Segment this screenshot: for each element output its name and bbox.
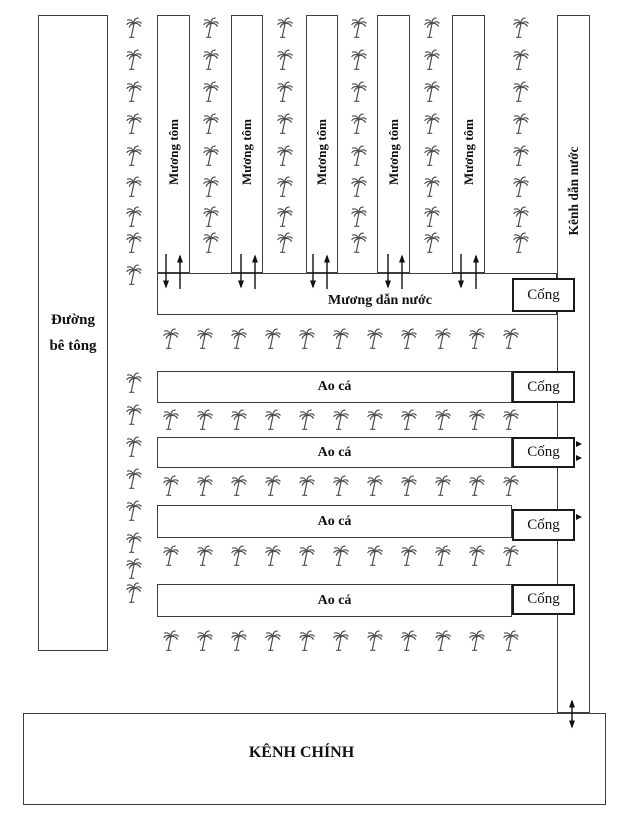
palm-tree-icon (435, 630, 451, 652)
palm-tree-icon (513, 49, 529, 71)
palm-tree-icon (126, 532, 142, 554)
palm-tree-icon (126, 404, 142, 426)
shrimp-channel-label: Mương tôm (314, 118, 329, 185)
palm-tree-icon (231, 545, 247, 567)
palm-tree-icon (513, 232, 529, 254)
palm-tree-icon (351, 145, 367, 167)
sluice-gate-box-3 (512, 437, 575, 468)
palm-tree-icon (163, 545, 179, 567)
water-distribution-channel-label: Mương dẫn nước (328, 292, 432, 308)
palm-tree-icon (351, 232, 367, 254)
sluice-gate-box-2 (512, 371, 575, 403)
palm-tree-icon (401, 630, 417, 652)
shrimp-channel-box-3 (306, 15, 338, 273)
fish-pond-box-3 (157, 505, 512, 538)
shrimp-channel-label: Mương tôm (460, 118, 476, 185)
palm-tree-icon (469, 630, 485, 652)
palm-tree-icon (424, 206, 440, 228)
palm-tree-icon (469, 409, 485, 431)
palm-tree-icon (469, 545, 485, 567)
palm-tree-icon (299, 328, 315, 350)
palm-tree-icon (367, 630, 383, 652)
palm-tree-icon (351, 113, 367, 135)
palm-tree-icon (203, 113, 219, 135)
palm-tree-icon (299, 409, 315, 431)
palm-tree-icon (126, 264, 142, 286)
palm-tree-icon (435, 475, 451, 497)
palm-tree-icon (126, 582, 142, 604)
fish-pond-label: Ao cá (317, 444, 352, 460)
main-canal-label: KÊNH CHÍNH (248, 744, 355, 761)
fish-pond-box-1 (157, 371, 512, 403)
palm-tree-icon (351, 206, 367, 228)
road-label-line2: bê tông (49, 337, 97, 354)
palm-tree-icon (203, 232, 219, 254)
palm-tree-icon (367, 475, 383, 497)
sluice-gate-label: Cống (527, 516, 560, 533)
shrimp-channel-label: Mương tôm (239, 118, 254, 185)
palm-tree-icon (367, 328, 383, 350)
fish-pond-label: Ao cá (317, 592, 352, 608)
main-canal-box (23, 713, 606, 805)
palm-tree-icon (231, 328, 247, 350)
palm-tree-icon (299, 475, 315, 497)
palm-tree-icon (197, 545, 213, 567)
palm-tree-icon (333, 545, 349, 567)
palm-tree-icon (277, 113, 293, 135)
palm-tree-icon (203, 206, 219, 228)
sluice-gate-label: Cống (527, 286, 560, 303)
palm-tree-icon (503, 475, 519, 497)
palm-tree-icon (126, 145, 142, 167)
sluice-gate-box-4 (512, 509, 575, 541)
sluice-gate-box-5 (512, 584, 575, 615)
palm-tree-icon (203, 17, 219, 39)
palm-tree-icon (231, 475, 247, 497)
water-supply-canal-label: Kênh dẫn nước (565, 146, 581, 236)
palm-tree-icon (197, 630, 213, 652)
palm-tree-icon (126, 468, 142, 490)
palm-tree-icon (163, 630, 179, 652)
palm-tree-icon (265, 475, 281, 497)
palm-tree-icon (351, 176, 367, 198)
concrete-road-box (38, 15, 108, 651)
palm-tree-icon (513, 176, 529, 198)
palm-tree-icon (231, 409, 247, 431)
palm-tree-icon (513, 145, 529, 167)
palm-tree-icon (265, 545, 281, 567)
palm-tree-icon (299, 545, 315, 567)
palm-tree-icon (503, 328, 519, 350)
shrimp-channel-box-5 (452, 15, 485, 273)
palm-tree-icon (333, 409, 349, 431)
palm-tree-icon (469, 328, 485, 350)
palm-tree-icon (265, 409, 281, 431)
palm-tree-icon (126, 232, 142, 254)
palm-tree-icon (203, 81, 219, 103)
fish-pond-label: Ao cá (317, 379, 352, 394)
palm-tree-icon (503, 409, 519, 431)
palm-tree-icon (401, 545, 417, 567)
palm-tree-icon (265, 630, 281, 652)
palm-tree-icon (277, 232, 293, 254)
palm-tree-icon (126, 113, 142, 135)
fish-pond-box-4 (157, 584, 512, 617)
palm-tree-icon (401, 328, 417, 350)
shrimp-channel-box-2 (231, 15, 263, 273)
palm-tree-icon (277, 81, 293, 103)
palm-tree-icon (401, 475, 417, 497)
shrimp-channel-box-4 (377, 15, 410, 273)
sluice-gate-label: Cống (527, 591, 560, 607)
palm-tree-icon (351, 49, 367, 71)
palm-tree-icon (197, 475, 213, 497)
palm-tree-icon (333, 630, 349, 652)
palm-tree-icon (197, 409, 213, 431)
palm-tree-icon (163, 409, 179, 431)
palm-tree-icon (277, 145, 293, 167)
palm-tree-icon (424, 176, 440, 198)
palm-tree-icon (277, 17, 293, 39)
palm-tree-icon (126, 81, 142, 103)
palm-tree-icon (265, 328, 281, 350)
palm-tree-icon (333, 475, 349, 497)
palm-tree-icon (351, 17, 367, 39)
palm-tree-icon (367, 545, 383, 567)
palm-tree-icon (277, 206, 293, 228)
palm-tree-icon (424, 49, 440, 71)
palm-tree-icon (503, 630, 519, 652)
palm-tree-icon (424, 145, 440, 167)
palm-tree-icon (401, 409, 417, 431)
palm-tree-icon (126, 372, 142, 394)
water-distribution-channel-box (157, 273, 557, 315)
palm-tree-icon (424, 232, 440, 254)
palm-tree-icon (424, 113, 440, 135)
palm-tree-icon (126, 558, 142, 580)
palm-tree-icon (424, 81, 440, 103)
palm-tree-icon (435, 328, 451, 350)
palm-tree-icon (126, 500, 142, 522)
palm-tree-icon (231, 630, 247, 652)
palm-tree-icon (163, 475, 179, 497)
palm-tree-icon (126, 17, 142, 39)
palm-tree-icon (469, 475, 485, 497)
palm-tree-icon (203, 49, 219, 71)
shrimp-channel-label: Mương tôm (385, 118, 401, 185)
palm-tree-icon (435, 409, 451, 431)
palm-tree-icon (299, 630, 315, 652)
palm-tree-icon (126, 436, 142, 458)
sluice-gate-label: Cống (527, 378, 560, 395)
palm-tree-icon (277, 49, 293, 71)
palm-tree-icon (203, 145, 219, 167)
palm-tree-icon (126, 176, 142, 198)
sluice-gate-box-1 (512, 278, 575, 312)
palm-tree-icon (435, 545, 451, 567)
shrimp-channel-box-1 (157, 15, 190, 273)
palm-tree-icon (503, 545, 519, 567)
palm-tree-icon (513, 206, 529, 228)
palm-tree-icon (367, 409, 383, 431)
sluice-gate-label: Cống (527, 444, 560, 460)
palm-tree-icon (513, 81, 529, 103)
palm-tree-icon (513, 113, 529, 135)
fish-pond-box-2 (157, 437, 512, 468)
palm-tree-icon (333, 328, 349, 350)
palm-tree-icon (277, 176, 293, 198)
palm-tree-icon (203, 176, 219, 198)
road-label-line1: Đường (51, 311, 95, 328)
shrimp-channel-label: Mương tôm (165, 118, 181, 185)
palm-tree-icon (513, 17, 529, 39)
palm-tree-icon (351, 81, 367, 103)
fish-pond-label: Ao cá (317, 513, 352, 529)
palm-tree-icon (163, 328, 179, 350)
palm-tree-icon (126, 206, 142, 228)
palm-tree-icon (197, 328, 213, 350)
palm-tree-icon (126, 49, 142, 71)
palm-tree-icon (424, 17, 440, 39)
